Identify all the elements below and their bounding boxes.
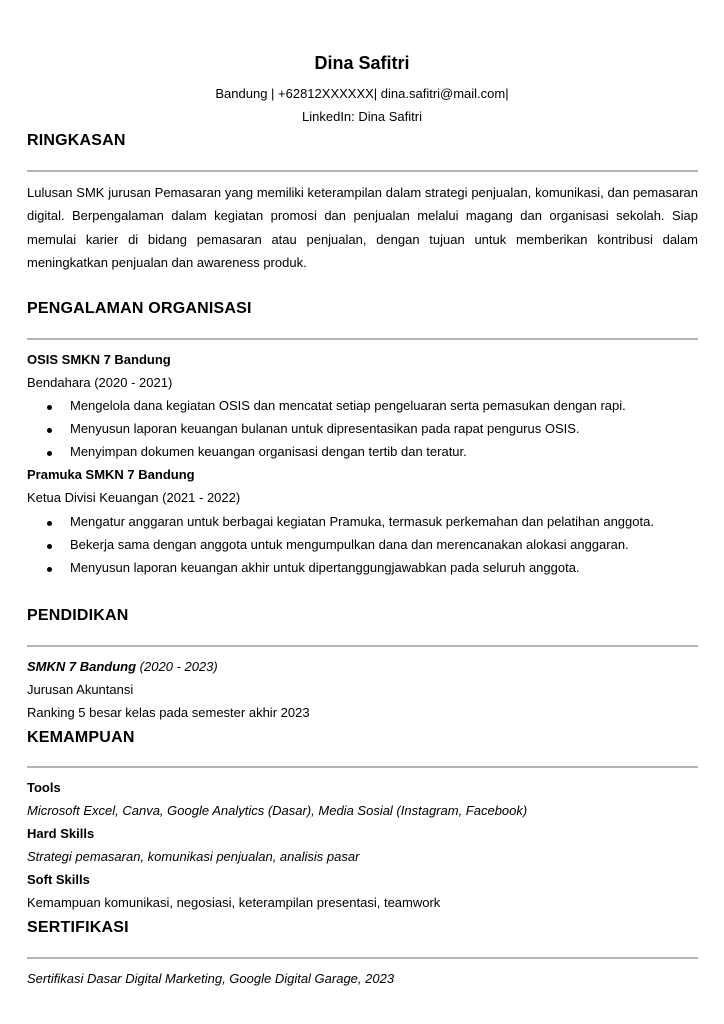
list-item: Bekerja sama dengan anggota untuk mengumpulkan dana dan merencanakan alokasi anggaran.: [0, 537, 724, 557]
org-name: OSIS SMKN 7 Bandung: [27, 352, 171, 367]
section-divider: [27, 645, 698, 647]
bullet-icon: [47, 428, 52, 433]
skill-label-hard: Hard Skills: [27, 826, 95, 841]
skill-tools: Microsoft Excel, Canva, Google Analytics (Dasar), Media Sosial (Instagram, Facebook): [27, 803, 528, 818]
section-title-pendidikan: PENDIDIKAN: [27, 607, 129, 624]
skill-hard: Strategi pemasaran, komunikasi penjualan, analisis pasar: [27, 849, 360, 864]
list-item: Menyimpan dokumen keuangan organisasi dengan tertib dan teratur.: [0, 444, 724, 464]
org-role: Ketua Divisi Keuangan (2021 - 2022): [27, 490, 241, 505]
section-divider: [27, 957, 698, 959]
skill-label-tools: Tools: [27, 780, 61, 795]
bullet-icon: [47, 405, 52, 410]
section-title-ringkasan: RINGKASAN: [27, 132, 126, 149]
contact-line: Bandung | +62812XXXXXX| dina.safitri@mail.com|: [215, 86, 509, 101]
certification-item: Sertifikasi Dasar Digital Marketing, Google Digital Garage, 2023: [27, 971, 395, 986]
skill-label-soft: Soft Skills: [27, 872, 90, 887]
list-item: Menyusun laporan keuangan akhir untuk dipertanggungjawabkan pada seluruh anggota.: [0, 560, 724, 580]
list-item: Menyusun laporan keuangan bulanan untuk dipresentasikan pada rapat pengurus OSIS.: [0, 421, 724, 441]
bullet-icon: [47, 544, 52, 549]
section-title-kemampuan: KEMAMPUAN: [27, 729, 135, 746]
section-divider: [27, 170, 698, 172]
summary-paragraph: Lulusan SMK jurusan Pemasaran yang memiliki keterampilan dalam strategi penjualan, komunikasi, dan pemasaran digital. Berpengalaman dalam kegiatan promosi dan penjualan melalui magang dan organisasi sekolah. Siap memulai karier di bidang pemasaran atau penjualan, dengan tujuan untuk memberikan kontribusi dalam meningkatkan penjualan dan awareness produk.: [27, 185, 698, 271]
bullet-icon: [47, 451, 52, 456]
skill-soft: Kemampuan komunikasi, negosiasi, keterampilan presentasi, teamwork: [27, 895, 441, 910]
section-divider: [27, 338, 698, 340]
school-name: SMKN 7 Bandung: [27, 659, 137, 674]
list-item: Mengelola dana kegiatan OSIS dan mencatat setiap pengeluaran serta pemasukan dengan rapi.: [0, 398, 724, 418]
bullet-icon: [47, 521, 52, 526]
school-achievement: Ranking 5 besar kelas pada semester akhir 2023: [27, 705, 310, 720]
school-line: [27, 659, 218, 674]
resume-name: Dina Safitri: [314, 53, 410, 73]
section-title-sertifikasi: SERTIFIKASI: [27, 919, 129, 936]
section-divider: [27, 766, 698, 768]
bullet-icon: [47, 567, 52, 572]
section-title-organisasi: PENGALAMAN ORGANISASI: [27, 300, 252, 317]
linkedin-line: LinkedIn: Dina Safitri: [302, 109, 422, 124]
school-period: (2020 - 2023): [136, 659, 218, 674]
list-item: Mengatur anggaran untuk berbagai kegiatan Pramuka, termasuk perkemahan dan pelatihan anggota.: [0, 514, 724, 534]
org-name: Pramuka SMKN 7 Bandung: [27, 467, 195, 482]
school-major: Jurusan Akuntansi: [27, 682, 134, 697]
org-role: Bendahara (2020 - 2021): [27, 375, 173, 390]
